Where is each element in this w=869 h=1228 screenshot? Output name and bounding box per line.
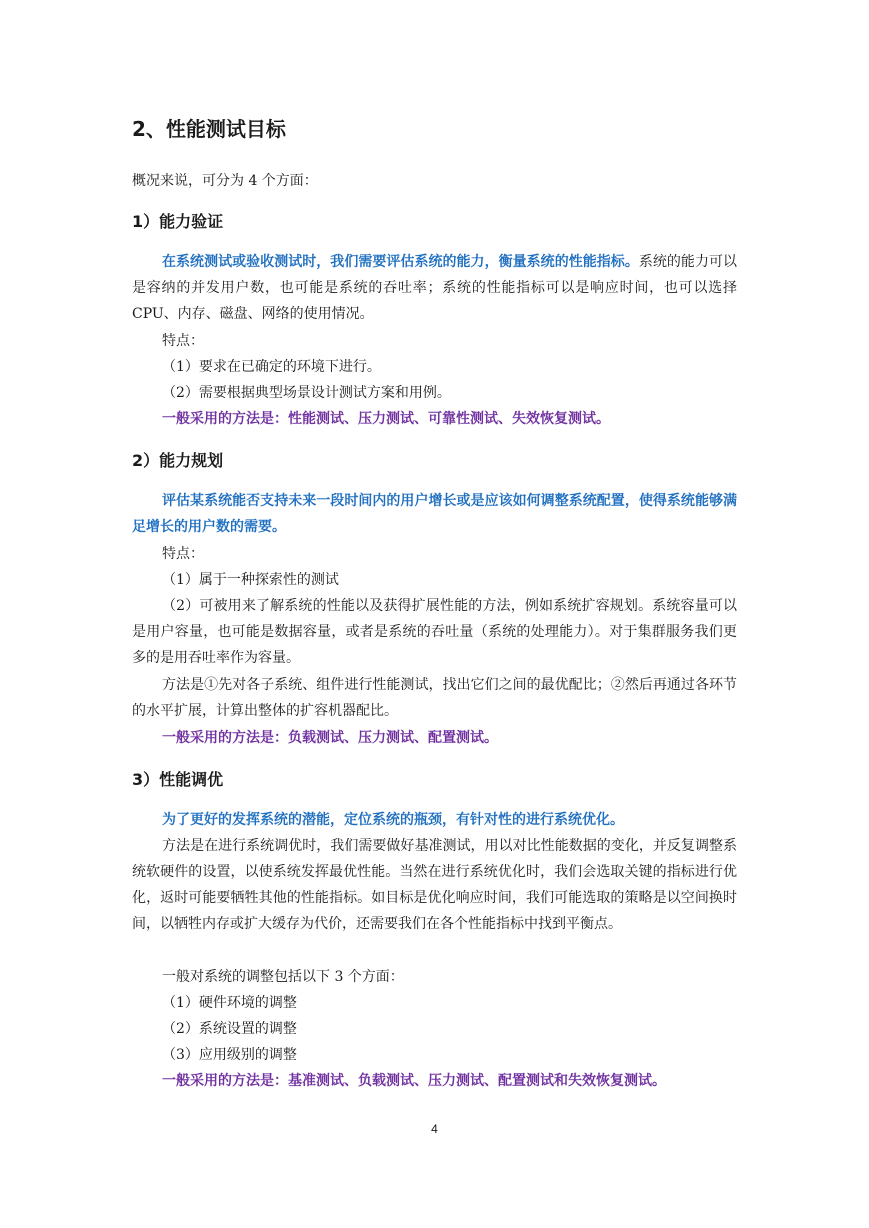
feature-2-1: （1）属于一种探索性的测试 [162, 572, 339, 588]
body-capability-verification: 系统的能力可以是容纳的并发用户数，也可能是系统的吞吐率；系统的性能指标可以是响应时间，也可以选择 CPU、内存、磁盘、网络的使用情况。 [132, 254, 738, 322]
approach-capacity-planning: 方法是①先对各子系统、组件进行性能测试，找出它们之间的最优配比；②然后再通过各环节的水平扩展，计算出整体的扩容机器配比。 [132, 677, 737, 719]
adjustment-item-2: （2）系统设置的调整 [162, 1021, 297, 1037]
page-number: 4 [431, 1122, 438, 1136]
adjustment-item-1: （1）硬件环境的调整 [162, 995, 297, 1011]
features-label-2: 特点： [162, 546, 204, 562]
lead-capacity-planning: 评估某系统能否支持未来一段时间内的用户增长或是应该如何调整系统配置，使得系统能够满足增长的用户数的需要。 [132, 493, 737, 535]
methods-2: 一般采用的方法是：负载测试、压力测试、配置测试。 [162, 730, 498, 746]
features-label-1: 特点： [162, 333, 204, 349]
heading-capability-verification: 1）能力验证 [132, 212, 224, 231]
adjustment-item-3: （3）应用级别的调整 [162, 1047, 297, 1063]
feature-1-1: （1）要求在已确定的环境下进行。 [162, 359, 381, 375]
lead-performance-tuning: 为了更好的发挥系统的潜能，定位系统的瓶颈，有针对性的进行系统优化。 [162, 812, 624, 828]
methods-1: 一般采用的方法是：性能测试、压力测试、可靠性测试、失效恢复测试。 [162, 411, 610, 427]
heading-performance-tuning: 3）性能调优 [132, 770, 224, 789]
lead-capability-verification: 在系统测试或验收测试时，我们需要评估系统的能力，衡量系统的性能指标。 [162, 254, 639, 270]
feature-1-2: （2）需要根据典型场景设计测试方案和用例。 [162, 385, 451, 401]
approach-performance-tuning: 方法是在进行系统调优时，我们需要做好基准测试，用以对比性能数据的变化，并反复调整系统软硬件的设置，以使系统发挥最优性能。当然在进行系统优化时，我们会选取关键的指标进行优化，返时可能要牺牲其他的性能指标。如目标是优化响应时间，我们可能选取的策略是以空间换时间，以牺牲内存或扩大缓存为代价，还需要我们在各个性能指标中找到平衡点。 [132, 838, 737, 932]
paragraph-capability-verification [132, 249, 737, 327]
general-adjustment-text: 一般对系统的调整包括以下 3 个方面： [162, 969, 404, 985]
section-title: 2、性能测试目标 [132, 117, 286, 141]
methods-3: 一般采用的方法是：基准测试、负载测试、压力测试、配置测试和失效恢复测试。 [162, 1073, 666, 1089]
feature-2-2: （2）可被用来了解系统的性能以及获得扩展性能的方法，例如系统扩容规划。系统容量可以是用户容量，也可能是数据容量，或者是系统的吞吐量（系统的处理能力）。对于集群服务我们更多的是用吞吐率作为容量。 [132, 598, 737, 666]
intro-text: 概况来说，可分为 4 个方面： [132, 173, 318, 189]
heading-capacity-planning: 2）能力规划 [132, 451, 224, 470]
